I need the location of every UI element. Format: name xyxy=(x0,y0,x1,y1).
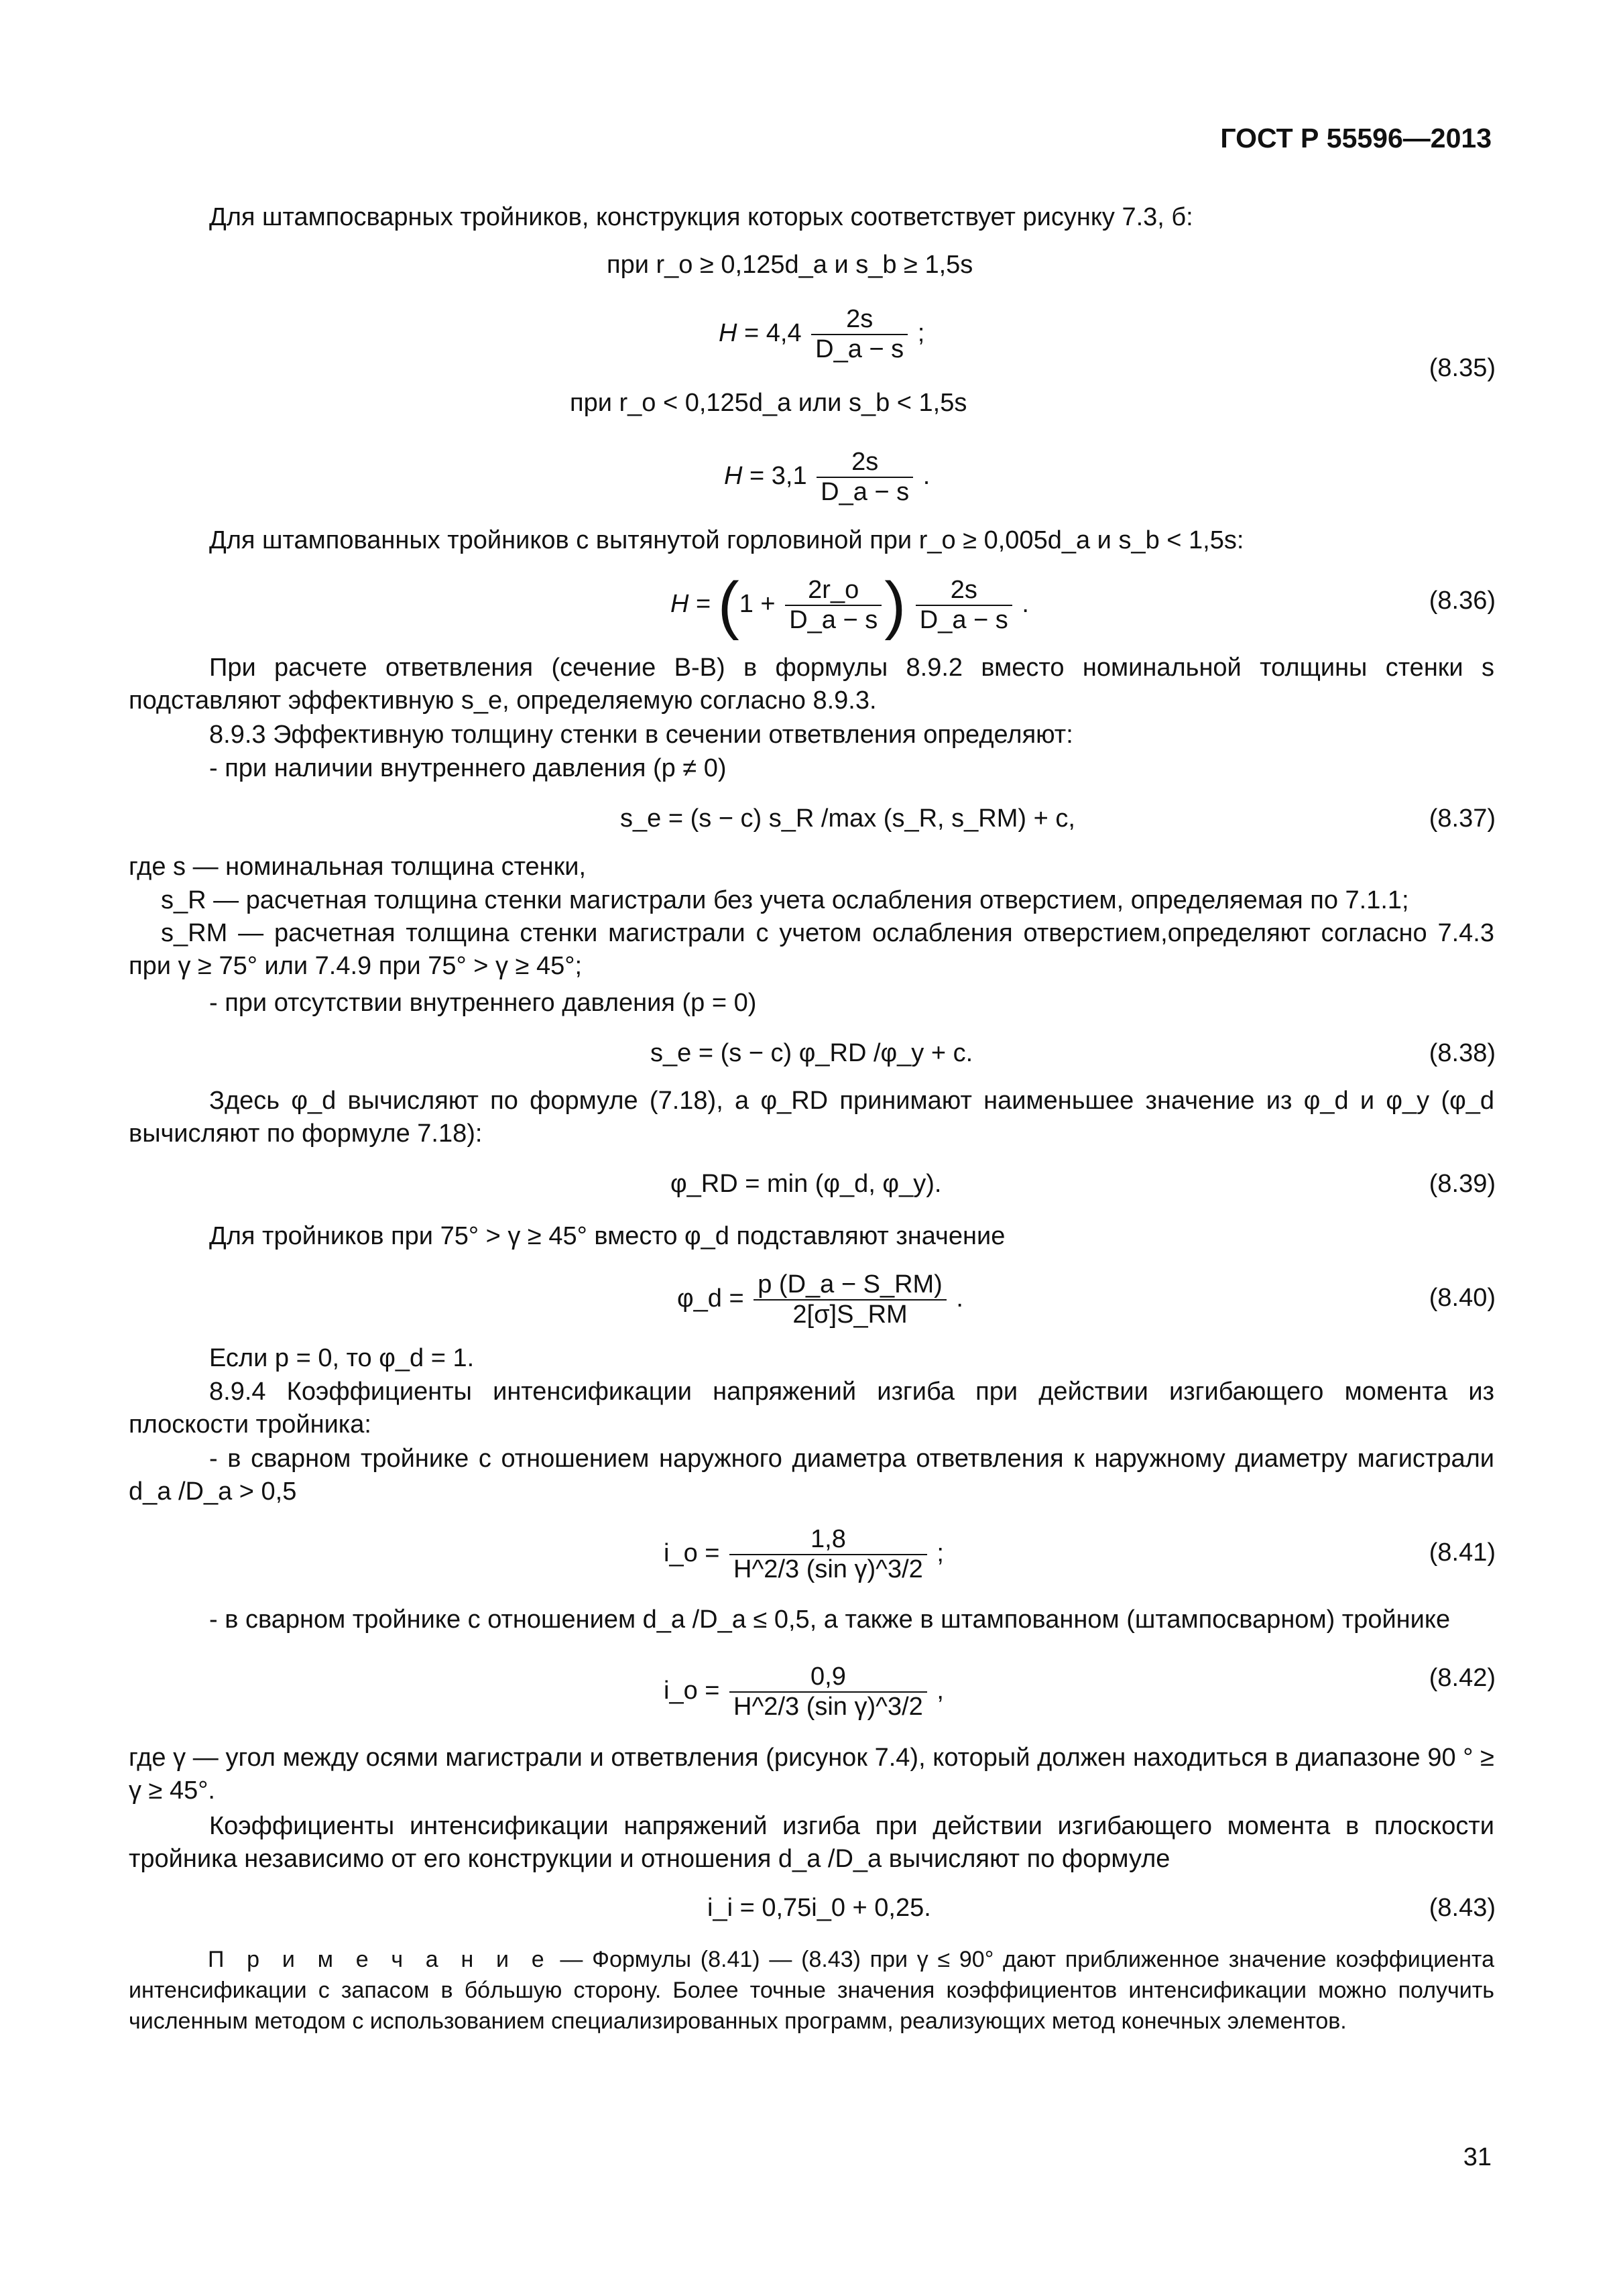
fraction-numerator: p (D_a − S_RM) xyxy=(754,1270,947,1301)
paragraph-6: - при отсутствии внутреннего давления (p = 0) xyxy=(209,989,757,1017)
fraction-numerator: 1,8 xyxy=(729,1525,927,1555)
fraction-denominator: H^2/3 (sin γ)^3/2 xyxy=(733,1555,923,1583)
paragraph-7: Здесь φ_d вычисляют по формуле (7.18), а φ_RD принимают наименьшее значение из φ_d и φ_y (φ_d вычисляют по формуле 7.18): xyxy=(129,1087,1494,1148)
fraction-denominator: D_a − s xyxy=(815,335,904,363)
paragraph-11: - в сварном тройнике с отношением наружного диаметра ответвления к наружному диаметру магистрали d_a /D_a > 0,5 xyxy=(129,1445,1494,1506)
equation-8-35-a: H = 4,4 $\frac{2s}{D\_a - s}$ ; xyxy=(719,305,925,363)
equation-8-43: i_i = 0,75i_0 + 0,25. xyxy=(707,1894,931,1922)
equation-8-38: s_e = (s − c) φ_RD /φ_y + c. xyxy=(650,1039,973,1067)
equation-punctuation: . xyxy=(956,1284,963,1313)
note xyxy=(129,1944,1494,2037)
condition-1: при r_o ≥ 0,125d_a и s_b ≥ 1,5s xyxy=(607,251,973,279)
equation-number-8-35: (8.35) xyxy=(1429,354,1496,382)
paragraph-1: Для штампосварных тройников, конструкция которых соответствует рисунку 7.3, б: xyxy=(209,203,1193,231)
equation-8-42 xyxy=(664,1663,944,1721)
equation-number-8-36: (8.36) xyxy=(1429,587,1496,615)
equation-number-8-37: (8.37) xyxy=(1429,804,1496,833)
equation-punctuation: ; xyxy=(937,1539,944,1568)
paragraph-10: 8.9.4 Коэффициенты интенсификации напряжений изгиба при действии изгибающего момента из плоскости тройника: xyxy=(129,1378,1494,1439)
paragraph-2: Для штампованных тройников с вытянутой горловиной при r_o ≥ 0,005d_a и s_b < 1,5s: xyxy=(209,526,1244,554)
fraction-denominator: D_a − s xyxy=(919,606,1008,634)
fraction-numerator: 2s xyxy=(817,448,913,478)
fraction-denominator: D_a − s xyxy=(789,606,878,634)
condition-2: при r_o < 0,125d_a или s_b < 1,5s xyxy=(570,389,967,417)
equation-punctuation: . xyxy=(1022,590,1029,619)
note-label: П р и м е ч а н и е xyxy=(208,1947,551,1972)
equation-punctuation: . xyxy=(922,462,930,491)
fraction-numerator: 0,9 xyxy=(729,1663,927,1693)
equation-8-37: s_e = (s − c) s_R /max (s_R, s_RM) + c, xyxy=(620,804,1075,833)
note-text: — Формулы (8.41) — (8.43) при γ ≤ 90° дают приближенное значение коэффициента интенсификации с запасом в бóльшую сторону. Более точные значения коэффициентов интенсификации можно получить численным методом с использованием специализированных программ, реализующих метод конечных элементов. xyxy=(129,1947,1494,2034)
where-2: s_R — расчетная толщина стенки магистрали без учета ослабления отверстием, определяемая по 7.1.1; xyxy=(161,886,1409,914)
document-header: ГОСТ Р 55596—2013 xyxy=(1220,123,1492,154)
equation-8-36: H = (1 + $\frac{2r\_o}{D\_a - s}$ ) $\frac{2s}{D\_a - s}$ . xyxy=(670,569,1029,641)
paragraph-12: - в сварном тройнике с отношением d_a /D_a ≤ 0,5, а также в штампованном (штампосварном) тройнике xyxy=(209,1606,1451,1634)
paragraph-5: - при наличии внутреннего давления (p ≠ 0) xyxy=(209,754,727,782)
fraction-denominator: D_a − s xyxy=(821,478,910,506)
equation-number-8-41: (8.41) xyxy=(1429,1538,1496,1567)
fraction-numerator: 2s xyxy=(811,305,908,335)
fraction-denominator: H^2/3 (sin γ)^3/2 xyxy=(733,1693,923,1721)
equation-number-8-43: (8.43) xyxy=(1429,1894,1496,1922)
equation-punctuation: , xyxy=(937,1677,944,1705)
equation-number-8-38: (8.38) xyxy=(1429,1039,1496,1067)
equation-8-35-b: H = 3,1 $\frac{2s}{D\_a - s}$ . xyxy=(724,448,930,506)
paragraph-4: 8.9.3 Эффективную толщину стенки в сечении ответвления определяют: xyxy=(209,721,1073,749)
paragraph-9: Если p = 0, то φ_d = 1. xyxy=(209,1344,475,1372)
paragraph-3: При расчете ответвления (сечение В-В) в формулы 8.9.2 вместо номинальной толщины стенки s подставляют эффективную s_e, определяемую согласно 8.9.3. xyxy=(129,654,1494,715)
paragraph-13: где γ — угол между осями магистрали и ответвления (рисунок 7.4), который должен находиться в диапазоне 90 ° ≥ γ ≥ 45°. xyxy=(129,1744,1494,1805)
equation-punctuation: ; xyxy=(917,319,925,348)
where-1: где s — номинальная толщина стенки, xyxy=(129,853,587,881)
fraction-numerator: 2r_o xyxy=(785,576,882,606)
page-number: 31 xyxy=(1463,2143,1492,2171)
fraction-numerator: 2s xyxy=(916,576,1012,606)
equation-number-8-42: (8.42) xyxy=(1429,1664,1496,1692)
where-3: s_RM — расчетная толщина стенки магистрали с учетом ослабления отверстием,определяют согласно 7.4.3 при γ ≥ 75° или 7.4.9 при 75° > γ ≥ 45°; xyxy=(129,919,1494,980)
equation-lhs: φ_d = xyxy=(677,1284,744,1313)
equation-8-40 xyxy=(677,1270,963,1329)
equation-number-8-39: (8.39) xyxy=(1429,1170,1496,1198)
equation-lhs: i_o = xyxy=(664,1539,720,1568)
equation-number-8-40: (8.40) xyxy=(1429,1284,1496,1312)
fraction-denominator: 2[σ]S_RM xyxy=(792,1301,908,1329)
equation-8-39: φ_RD = min (φ_d, φ_y). xyxy=(670,1170,942,1198)
paragraph-14: Коэффициенты интенсификации напряжений изгиба при действии изгибающего момента в плоскости тройника независимо от его конструкции и отношения d_a /D_a вычисляют по формуле xyxy=(129,1812,1494,1873)
equation-8-41 xyxy=(664,1525,944,1584)
equation-lhs: i_o = xyxy=(664,1677,720,1705)
paragraph-8: Для тройников при 75° > γ ≥ 45° вместо φ_d подставляют значение xyxy=(209,1222,1006,1250)
